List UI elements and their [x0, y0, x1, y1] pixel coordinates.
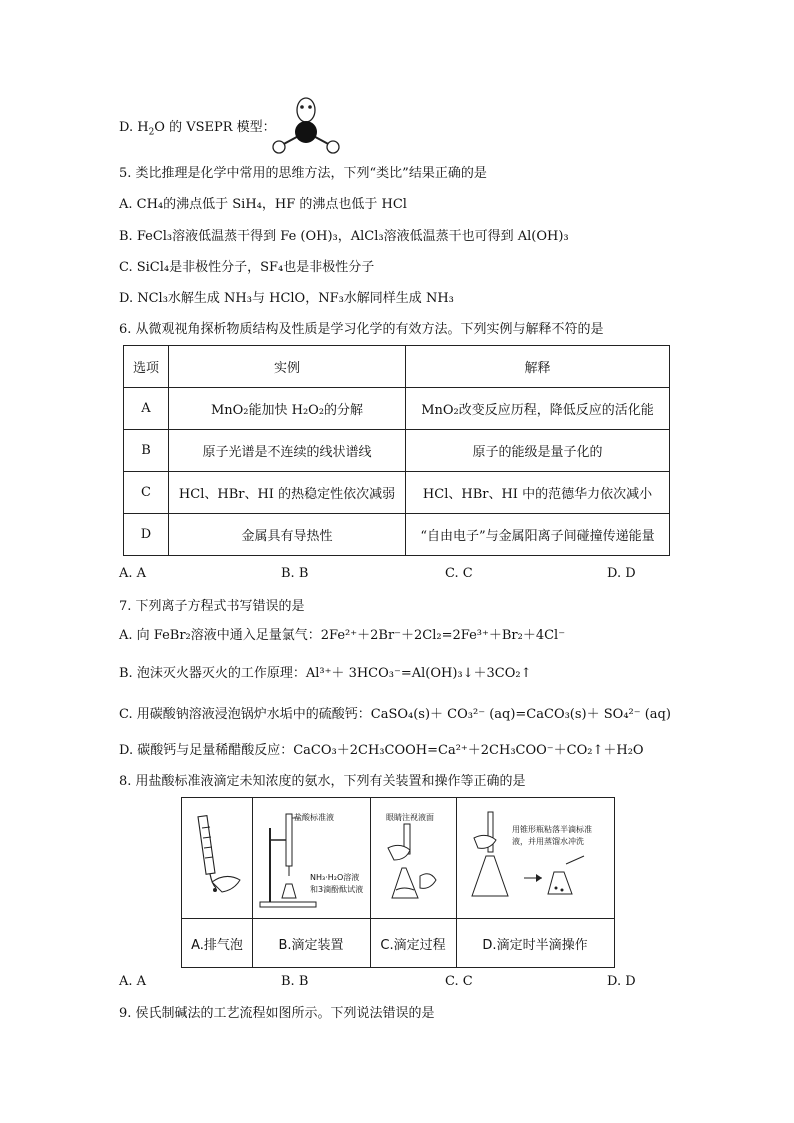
q6-table [123, 345, 670, 556]
q5-option-c: C. SiCl₄是非极性分子，SF₄也是非极性分子 [119, 260, 375, 275]
table-cell: 原子的能级是量子化的 [406, 430, 670, 472]
q8-options [119, 974, 679, 992]
q7-option-d: D. 碳酸钙与足量稀醋酸反应：CaCO₃＋2CH₃COOH=Ca²⁺＋2CH₃COO⁻＋CO₂↑＋H₂O [119, 743, 644, 758]
table-row [124, 514, 670, 556]
figure-caption-c: C.滴定过程 [370, 918, 457, 967]
table-row [124, 472, 670, 514]
q6-option-a: A. A [119, 566, 147, 581]
table-cell: B [124, 430, 169, 472]
burette-hand-icon [182, 798, 252, 918]
q6-option-b: B. B [281, 566, 309, 581]
phenolphthalein-label: 和3滴酚酞试液 [310, 885, 364, 894]
figure-panel-b [252, 798, 371, 918]
hcl-standard-label: 盐酸标准液 [294, 813, 334, 822]
table-cell: D [124, 514, 169, 556]
q7-option-a: A. 向 FeBr₂溶液中通入足量氯气：2Fe²⁺＋2Br⁻＋2Cl₂=2Fe³⁺＋Br₂＋4Cl⁻ [119, 628, 566, 643]
q8-option-a: A. A [119, 974, 147, 989]
watch-liquid-label: 眼睛注视液面 [386, 813, 434, 822]
table-cell: 金属具有导热性 [169, 514, 406, 556]
figure-caption-d: D.滴定时半滴操作 [456, 918, 614, 967]
table-row [124, 430, 670, 472]
q8-figure [181, 797, 615, 968]
vsepr-model-figure [268, 96, 348, 158]
q7-stem: 7. 下列离子方程式书写错误的是 [119, 599, 305, 614]
flask-rinse-icon [456, 798, 614, 918]
q7-option-b: B. 泡沫灭火器灭火的工作原理：Al³⁺＋ 3HCO₃⁻=Al(OH)₃↓＋3CO₂↑ [119, 666, 532, 681]
q4-option-d: D. $H_2O$ 的 VSEPR 模型： [119, 120, 276, 138]
table-header-cell: 实例 [169, 346, 406, 388]
q5-option-d: D. NCl₃水解生成 NH₃与 HClO，NF₃水解同样生成 NH₃ [119, 291, 454, 306]
table-cell: A [124, 388, 169, 430]
q6-option-c: C. C [445, 566, 473, 581]
q9-stem: 9. 侯氏制碱法的工艺流程如图所示。下列说法错误的是 [119, 1006, 435, 1021]
figure-panel-c [370, 798, 457, 918]
table-cell: HCl、HBr、HI 的热稳定性依次减弱 [169, 472, 406, 514]
q8-stem: 8. 用盐酸标准液滴定未知浓度的氨水，下列有关装置和操作等正确的是 [119, 774, 526, 789]
q5-stem: 5. 类比推理是化学中常用的思维方法，下列“类比”结果正确的是 [119, 166, 487, 181]
table-cell: “自由电子”与金属阳离子间碰撞传递能量 [406, 514, 670, 556]
table-row [124, 388, 670, 430]
table-header-row [124, 346, 670, 388]
q5-option-b: B. FeCl₃溶液低温蒸干得到 Fe (OH)₃，AlCl₃溶液低温蒸干也可得到 Al(OH)₃ [119, 229, 569, 244]
ammonia-label: NH₃·H₂O溶液 [310, 873, 360, 882]
q5-option-a: A. CH₄的沸点低于 SiH₄，HF 的沸点也低于 HCl [119, 197, 407, 212]
q6-options [119, 566, 679, 584]
titration-stand-icon [252, 798, 370, 918]
flask-swirl-icon [370, 798, 456, 918]
table-header-cell: 选项 [124, 346, 169, 388]
table-cell: HCl、HBr、HI 中的范德华力依次减小 [406, 472, 670, 514]
q7-option-c: C. 用碳酸钠溶液浸泡锅炉水垢中的硫酸钙：CaSO₄(s)＋ CO₃²⁻ (aq)=CaCO₃(s)＋ SO₄²⁻ (aq) [119, 707, 671, 722]
table-cell: MnO₂能加快 H₂O₂的分解 [169, 388, 406, 430]
table-cell: 原子光谱是不连续的线状谱线 [169, 430, 406, 472]
half-drop-label-2: 液，并用蒸馏水冲洗 [512, 837, 584, 846]
q6-stem: 6. 从微观视角探析物质结构及性质是学习化学的有效方法。下列实例与解释不符的是 [119, 322, 604, 337]
table-cell: C [124, 472, 169, 514]
q8-option-d: D. D [607, 974, 636, 989]
table-header-cell: 解释 [406, 346, 670, 388]
figure-panel-a [182, 798, 253, 918]
q8-option-c: C. C [445, 974, 473, 989]
table-cell: MnO₂改变反应历程，降低反应的活化能 [406, 388, 670, 430]
figure-caption-a: A.排气泡 [182, 918, 253, 967]
figure-caption-b: B.滴定装置 [252, 918, 371, 967]
q8-option-b: B. B [281, 974, 309, 989]
figure-panel-d [456, 798, 614, 918]
q6-option-d: D. D [607, 566, 636, 581]
half-drop-label-1: 用锥形瓶粘落半滴标准 [512, 825, 592, 834]
